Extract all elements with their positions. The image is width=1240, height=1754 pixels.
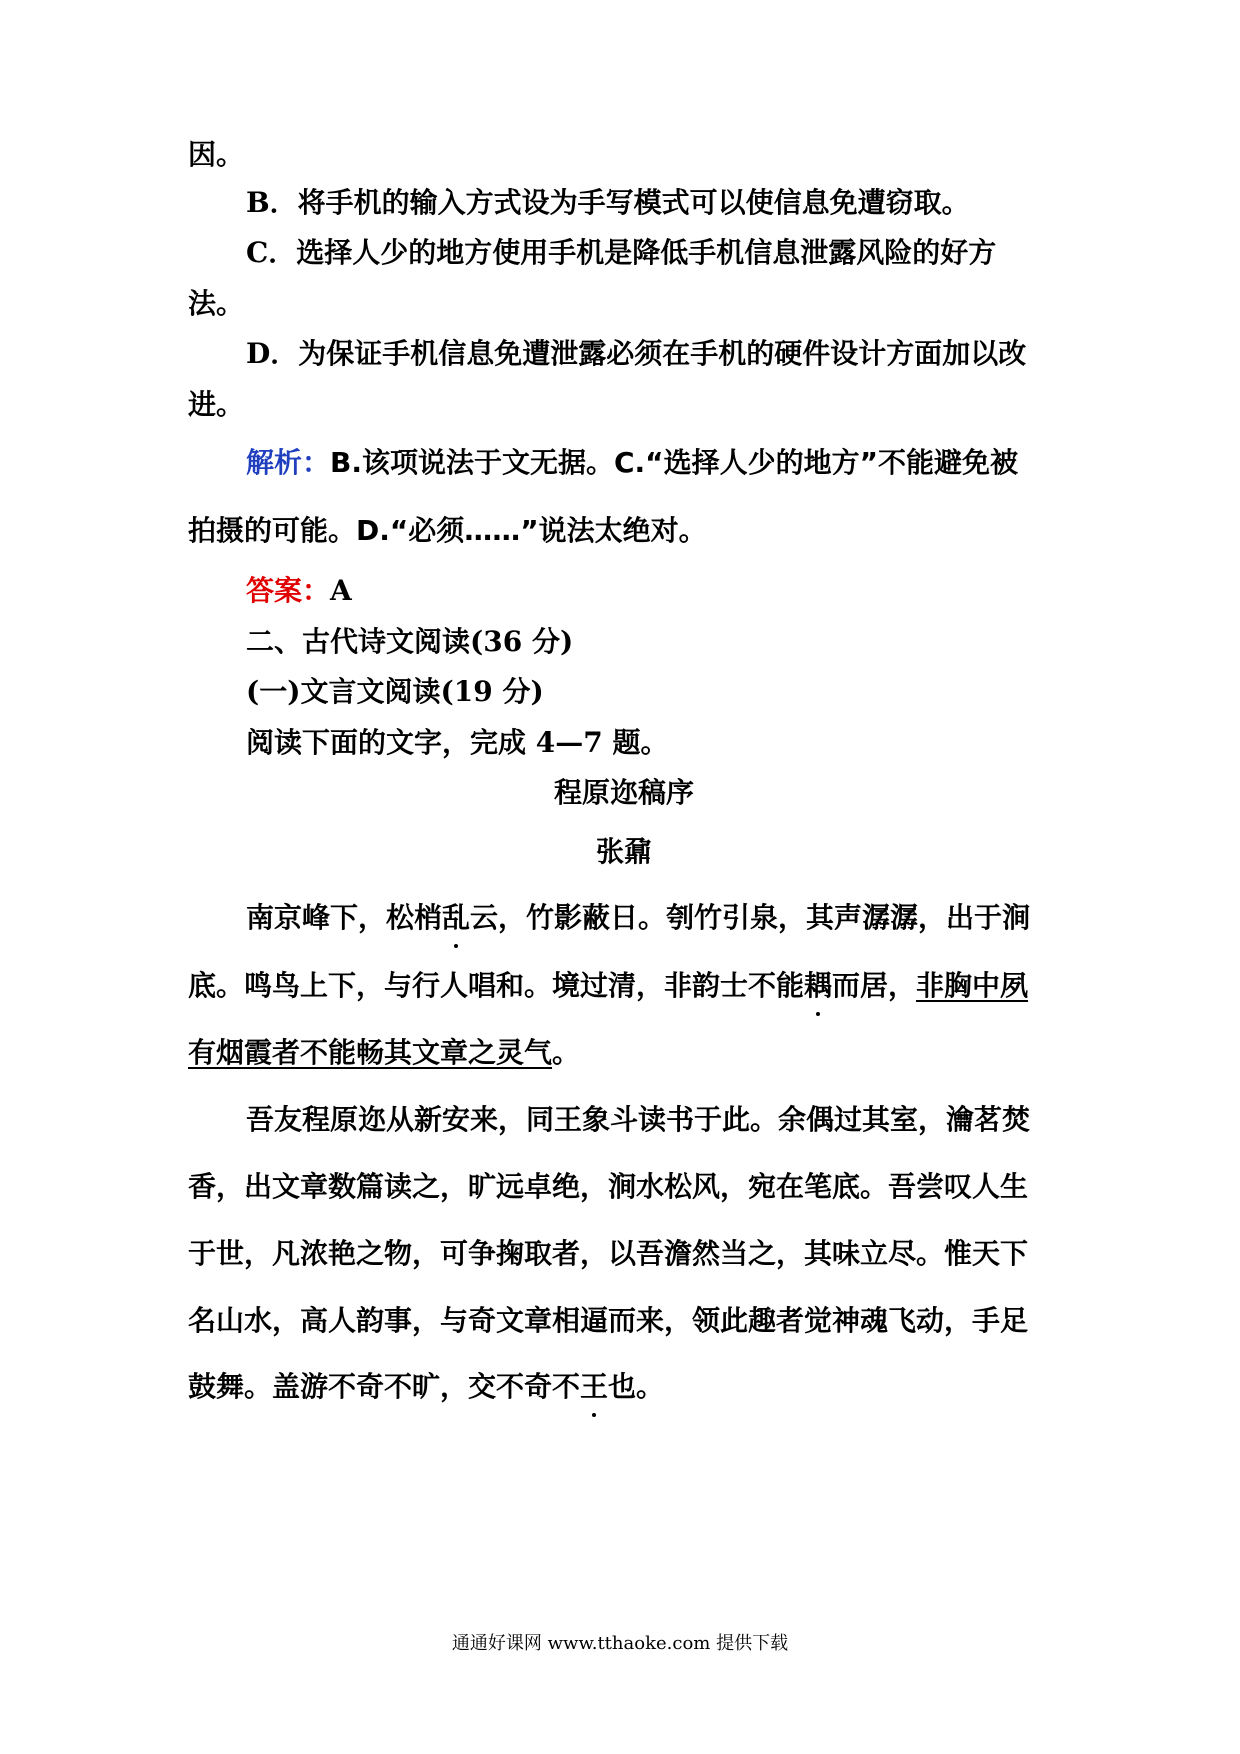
text-segment: 鼓舞。盖游不奇不旷，交不奇不 bbox=[188, 1370, 581, 1403]
emphasis-char: 耦 bbox=[804, 966, 832, 1006]
analysis-label: 解析： bbox=[246, 446, 331, 479]
analysis-line2: 拍摄的可能。D.“必须……”说法太绝对。 bbox=[188, 514, 707, 547]
analysis-line1 bbox=[246, 443, 1060, 483]
passage-line-3 bbox=[188, 1033, 1060, 1073]
answer-value: A bbox=[330, 574, 352, 607]
passage-line-7: 名山水，高人韵事，与奇文章相逼而来，领此趣者觉神魂飞动，手足 bbox=[188, 1304, 1029, 1337]
option-d-line1: D．为保证手机信息免遭泄露必须在手机的硬件设计方面加以改 bbox=[246, 337, 1027, 370]
analysis-text: B.该项说法于文无据。C.“选择人少的地方”不能避免被 bbox=[330, 446, 1018, 479]
passage-line-1 bbox=[246, 898, 1060, 938]
text-segment: 也。 bbox=[608, 1370, 665, 1403]
option-b: B．将手机的输入方式设为手写模式可以使信息免遭窃取。 bbox=[246, 186, 970, 219]
passage-line-4: 吾友程原迩从新安来，同王象斗读书于此。余偶过其室，瀹茗焚 bbox=[246, 1103, 1031, 1136]
underlined-sentence-part1: 非胸中夙 bbox=[916, 969, 1029, 1002]
subsection-heading: (一)文言文阅读(19 分) bbox=[246, 675, 544, 708]
section-heading: 二、古代诗文阅读(36 分) bbox=[246, 625, 574, 658]
text-segment: 底。鸣鸟上下，与行人唱和。境过清，非韵士不能 bbox=[188, 969, 805, 1002]
answer-label: 答案： bbox=[246, 574, 331, 607]
answer-line bbox=[246, 571, 1060, 611]
option-c-line2: 法。 bbox=[188, 287, 245, 320]
option-a-continuation: 因。 bbox=[188, 138, 245, 171]
option-c-line1: C．选择人少的地方使用手机是降低手机信息泄露风险的好方 bbox=[246, 236, 997, 269]
page-footer: 通通好课网 www.tthaoke.com 提供下载 bbox=[451, 1633, 789, 1654]
text-segment: 。 bbox=[552, 1036, 581, 1069]
text-segment: 而居， bbox=[832, 969, 917, 1002]
passage-author: 张鼐 bbox=[595, 835, 652, 868]
instruction: 阅读下面的文字，完成 4—7 题。 bbox=[246, 726, 669, 759]
passage-line-8 bbox=[188, 1367, 1060, 1407]
passage-title: 程原迩稿序 bbox=[553, 776, 694, 809]
emphasis-char: 王 bbox=[580, 1367, 608, 1407]
option-d-line2: 进。 bbox=[188, 388, 245, 421]
underlined-sentence-part2: 有烟霞者不能畅其文章之灵气 bbox=[188, 1036, 553, 1069]
emphasis-char: 乱 bbox=[442, 898, 470, 938]
passage-line-5: 香，出文章数篇读之，旷远卓绝，涧水松风，宛在笔底。吾尝叹人生 bbox=[188, 1170, 1029, 1203]
text-segment: 云，竹影蔽日。刳竹引泉，其声潺潺，出于涧 bbox=[470, 901, 1031, 934]
passage-line-6: 于世，凡浓艳之物，可争掬取者，以吾澹然当之，其味立尽。惟天下 bbox=[188, 1237, 1029, 1270]
passage-line-2 bbox=[188, 966, 1060, 1006]
text-segment: 南京峰下，松梢 bbox=[246, 901, 443, 934]
